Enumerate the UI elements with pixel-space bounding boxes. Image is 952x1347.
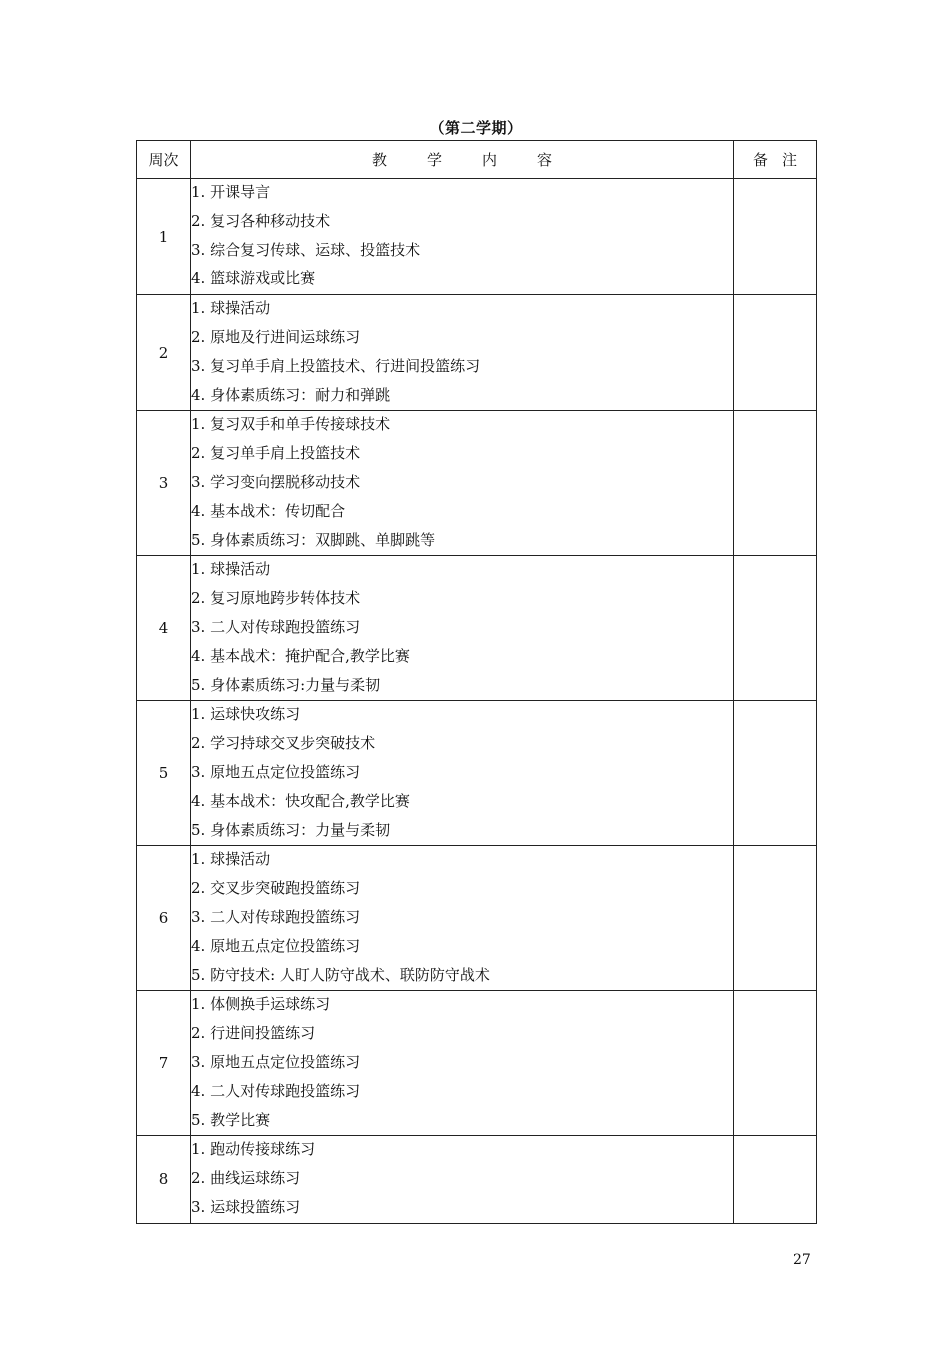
note-cell <box>734 556 817 701</box>
content-item: 1. 球操活动 <box>191 850 271 869</box>
content-item: 1. 体侧换手运球练习 <box>191 995 331 1014</box>
content-item: 5. 身体素质练习：双脚跳、单脚跳等 <box>191 530 436 549</box>
content-cell <box>191 556 734 701</box>
week-number-cell: 8 <box>137 1136 191 1223</box>
note-cell <box>734 411 817 556</box>
header-week-label: 周次 <box>148 151 179 169</box>
content-cell <box>191 295 734 411</box>
content-item: 1. 球操活动 <box>191 299 271 318</box>
header-note <box>734 141 817 179</box>
note-cell <box>734 701 817 846</box>
note-cell <box>734 295 817 411</box>
content-cell <box>191 1136 734 1223</box>
content-item: 3. 原地五点定位投篮练习 <box>191 1052 361 1071</box>
content-item: 1. 复习双手和单手传接球技术 <box>191 415 391 434</box>
content-cell <box>191 846 734 991</box>
table-row <box>137 1136 817 1223</box>
table-row <box>137 846 817 991</box>
note-cell <box>734 846 817 991</box>
content-item: 2. 复习单手肩上投篮技术 <box>191 444 361 463</box>
week-number-cell: 6 <box>137 846 191 991</box>
content-item: 2. 行进间投篮练习 <box>191 1024 316 1043</box>
content-item: 4. 基本战术：传切配合 <box>191 501 346 520</box>
content-item: 4. 二人对传球跑投篮练习 <box>191 1081 361 1100</box>
schedule-table <box>136 140 817 1224</box>
content-item: 3. 综合复习传球、运球、投篮技术 <box>191 240 421 259</box>
note-cell <box>734 179 817 295</box>
content-item: 4. 篮球游戏或比赛 <box>191 269 316 288</box>
content-item: 2. 交叉步突破跑投篮练习 <box>191 879 361 898</box>
content-item: 3. 学习变向摆脱移动技术 <box>191 472 361 491</box>
content-item: 2. 学习持球交叉步突破技术 <box>191 734 376 753</box>
table-row <box>137 556 817 701</box>
header-week <box>137 141 191 179</box>
content-item: 5. 身体素质练习：力量与柔韧 <box>191 820 391 839</box>
week-number-cell: 1 <box>137 179 191 295</box>
page-number: 27 <box>793 1252 811 1268</box>
content-cell <box>191 411 734 556</box>
content-item: 2. 曲线运球练习 <box>191 1169 301 1188</box>
content-cell <box>191 991 734 1136</box>
content-item: 5. 教学比赛 <box>191 1110 271 1129</box>
table-row <box>137 295 817 411</box>
content-item: 2. 复习原地跨步转体技术 <box>191 589 361 608</box>
content-item: 3. 原地五点定位投篮练习 <box>191 762 361 781</box>
content-cell <box>191 701 734 846</box>
content-item: 3. 复习单手肩上投篮技术、行进间投篮练习 <box>191 356 481 375</box>
table-row <box>137 411 817 556</box>
week-number-cell: 7 <box>137 991 191 1136</box>
content-item: 3. 二人对传球跑投篮练习 <box>191 617 361 636</box>
content-item: 4. 原地五点定位投篮练习 <box>191 936 361 955</box>
content-item: 1. 运球快攻练习 <box>191 705 301 724</box>
page-title: （第二学期） <box>429 119 523 137</box>
note-cell <box>734 991 817 1136</box>
content-item: 5. 身体素质练习:力量与柔韧 <box>191 675 381 694</box>
table-header-row <box>137 141 817 179</box>
content-item: 5. 防守技术: 人盯人防守战术、联防防守战术 <box>191 965 490 984</box>
note-cell <box>734 1136 817 1223</box>
header-content-label: 教学内容 <box>371 151 592 169</box>
table-body <box>137 179 817 1224</box>
week-number-cell: 2 <box>137 295 191 411</box>
table-row <box>137 701 817 846</box>
content-item: 1. 跑动传接球练习 <box>191 1140 316 1159</box>
week-number-cell: 3 <box>137 411 191 556</box>
week-number-cell: 4 <box>137 556 191 701</box>
content-item: 3. 运球投篮练习 <box>191 1197 301 1216</box>
table-row <box>137 179 817 295</box>
content-item: 4. 基本战术：快攻配合,教学比赛 <box>191 791 410 810</box>
content-item: 1. 开课导言 <box>191 183 271 201</box>
week-number-cell: 5 <box>137 701 191 846</box>
content-item: 2. 复习各种移动技术 <box>191 211 331 230</box>
header-content <box>191 141 734 179</box>
content-item: 4. 身体素质练习：耐力和弹跳 <box>191 385 391 404</box>
table-row <box>137 991 817 1136</box>
content-item: 3. 二人对传球跑投篮练习 <box>191 907 361 926</box>
content-cell <box>191 179 734 295</box>
header-note-label: 备注 <box>752 151 811 169</box>
content-item: 2. 原地及行进间运球练习 <box>191 327 361 346</box>
content-item: 1. 球操活动 <box>191 560 271 579</box>
content-item: 4. 基本战术：掩护配合,教学比赛 <box>191 646 410 665</box>
